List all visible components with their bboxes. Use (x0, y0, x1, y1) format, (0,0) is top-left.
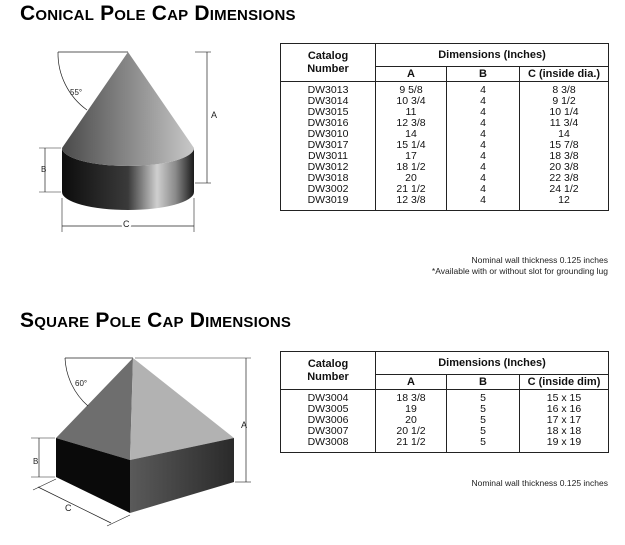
dimension-b-cell: 5 (447, 437, 520, 453)
table-row (281, 82, 609, 97)
dimension-b-cell: 5 (447, 426, 520, 437)
dimension-a-cell: 14 (376, 129, 447, 140)
column-header-b: B (447, 375, 520, 390)
dimension-a-cell: 11 (376, 107, 447, 118)
dimension-a-cell: 10 3/4 (376, 96, 447, 107)
column-header-a: A (376, 375, 447, 390)
square-table-body (281, 390, 609, 453)
conical-cap-illustration (25, 40, 270, 240)
dimension-a-cell: 17 (376, 151, 447, 162)
dimension-b-cell: 4 (447, 184, 520, 195)
conical-dimensions-table (280, 43, 609, 211)
dimension-c-cell: 15 x 15 (520, 390, 609, 405)
catalog-number-cell: DW3008 (281, 437, 376, 453)
dimension-b-cell: 5 (447, 415, 520, 426)
catalog-number-cell: DW3004 (281, 390, 376, 405)
dimension-a-cell: 12 3/8 (376, 118, 447, 129)
catalog-number-cell: DW3014 (281, 96, 376, 107)
square-cap-illustration (25, 350, 270, 540)
column-header-c: C (inside dia.) (520, 67, 609, 82)
wall-thickness-note: Nominal wall thickness 0.125 inches (471, 255, 608, 265)
dimension-a-cell: 15 1/4 (376, 140, 447, 151)
catalog-number-cell: DW3007 (281, 426, 376, 437)
catalog-number-cell: DW3018 (281, 173, 376, 184)
dimension-b-cell: 4 (447, 195, 520, 211)
dimension-b-cell: 4 (447, 82, 520, 97)
dimension-c-cell: 11 3/4 (520, 118, 609, 129)
dimensions-header: Dimensions (Inches) (376, 44, 609, 67)
table-row (281, 195, 609, 211)
catalog-number-cell: DW3019 (281, 195, 376, 211)
catalog-number-cell: DW3015 (281, 107, 376, 118)
catalog-number-header: Catalog Number (281, 352, 376, 390)
dimension-b-cell: 4 (447, 162, 520, 173)
square-dimensions-table (280, 351, 609, 453)
dimension-a-cell: 20 (376, 415, 447, 426)
conical-notes (432, 255, 608, 277)
catalog-number-cell: DW3017 (281, 140, 376, 151)
dimension-c-cell: 14 (520, 129, 609, 140)
dimension-b-cell: 4 (447, 107, 520, 118)
dimension-c-cell: 15 7/8 (520, 140, 609, 151)
cone-top-shape (62, 52, 194, 166)
dimension-b-cell: 4 (447, 151, 520, 162)
dimension-c-cell: 17 x 17 (520, 415, 609, 426)
grounding-lug-note: *Available with or without slot for grounding lug (431, 266, 608, 276)
dimension-c-cell: 24 1/2 (520, 184, 609, 195)
catalog-number-header: Catalog Number (281, 44, 376, 82)
dimension-b-cell: 4 (447, 129, 520, 140)
conical-angle-label: 55° (70, 88, 83, 97)
dimension-c-cell: 20 3/8 (520, 162, 609, 173)
dimension-a-cell: 9 5/8 (376, 82, 447, 97)
dimension-a-cell: 20 (376, 173, 447, 184)
column-header-a: A (376, 67, 447, 82)
dimension-a-cell: 19 (376, 404, 447, 415)
catalog-number-cell: DW3016 (281, 118, 376, 129)
catalog-number-cell: DW3006 (281, 415, 376, 426)
conical-table-body (281, 82, 609, 211)
square-notes (471, 478, 608, 489)
table-row (281, 390, 609, 405)
dimension-b-cell: 5 (447, 404, 520, 415)
dimension-b-cell: 4 (447, 173, 520, 184)
square-label-c: C (65, 503, 72, 513)
dimension-a-cell: 18 3/8 (376, 390, 447, 405)
dimension-c-cell: 16 x 16 (520, 404, 609, 415)
square-angle-label: 60° (75, 379, 88, 388)
conical-label-a: A (211, 110, 218, 120)
dimension-b-cell: 4 (447, 96, 520, 107)
square-label-b: B (33, 457, 39, 466)
conical-label-b: B (41, 165, 47, 174)
catalog-number-cell: DW3002 (281, 184, 376, 195)
dimensions-header: Dimensions (Inches) (376, 352, 609, 375)
square-section-title: Square Pole Cap Dimensions (20, 309, 292, 332)
dimension-c-cell: 19 x 19 (520, 437, 609, 453)
dimension-c-cell: 10 1/4 (520, 107, 609, 118)
catalog-number-cell: DW3013 (281, 82, 376, 97)
catalog-number-cell: DW3005 (281, 404, 376, 415)
angle-arc (58, 52, 87, 110)
dimension-c-cell: 18 x 18 (520, 426, 609, 437)
column-header-c: C (inside dim) (520, 375, 609, 390)
dimension-c-cell: 9 1/2 (520, 96, 609, 107)
dimension-a-cell: 12 3/8 (376, 195, 447, 211)
conical-section-title: Conical Pole Cap Dimensions (20, 2, 296, 25)
square-label-a: A (241, 420, 248, 430)
dimension-a-cell: 21 1/2 (376, 437, 447, 453)
dimension-b-cell: 5 (447, 390, 520, 405)
catalog-number-cell: DW3012 (281, 162, 376, 173)
dimension-a-cell: 20 1/2 (376, 426, 447, 437)
dimension-a-cell: 21 1/2 (376, 184, 447, 195)
dimension-b-cell: 4 (447, 140, 520, 151)
table-row (281, 437, 609, 453)
conical-label-c: C (123, 219, 130, 229)
wall-thickness-note: Nominal wall thickness 0.125 inches (471, 478, 608, 488)
catalog-number-cell: DW3010 (281, 129, 376, 140)
dimension-c-cell: 8 3/8 (520, 82, 609, 97)
dimension-c-cell: 22 3/8 (520, 173, 609, 184)
dimension-b-cell: 4 (447, 118, 520, 129)
dimension-a-cell: 18 1/2 (376, 162, 447, 173)
catalog-number-cell: DW3011 (281, 151, 376, 162)
dimension-c-cell: 12 (520, 195, 609, 211)
dimension-c-cell: 18 3/8 (520, 151, 609, 162)
column-header-b: B (447, 67, 520, 82)
